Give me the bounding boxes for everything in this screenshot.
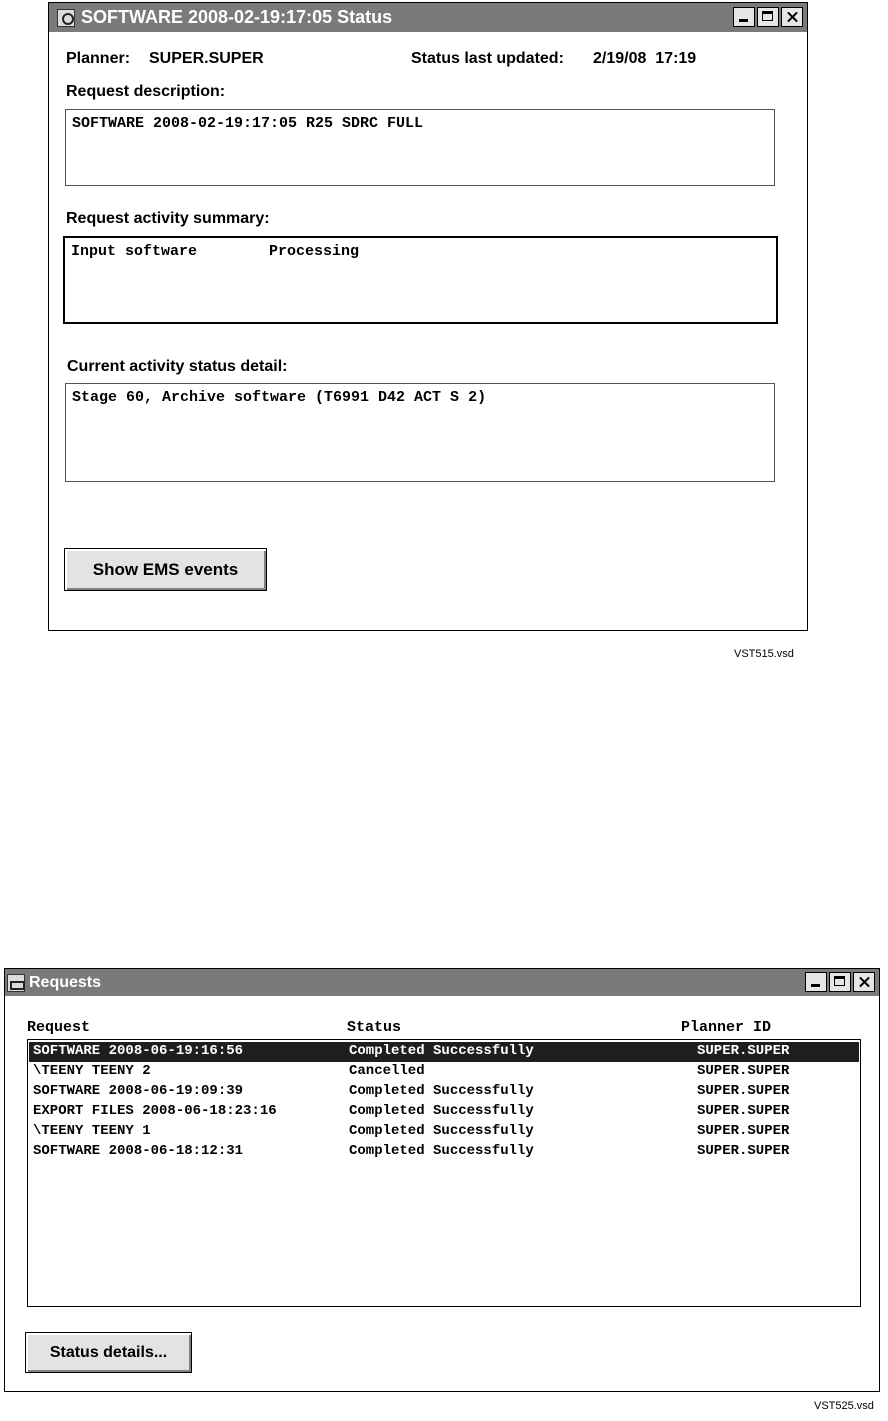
- status-detail-field[interactable]: Stage 60, Archive software (T6991 D42 ACT S 2): [65, 383, 775, 482]
- status-window-titlebar[interactable]: [49, 3, 807, 32]
- request-cell: \TEENY TEENY 2: [33, 1063, 151, 1079]
- request-cell: SOFTWARE 2008-06-19:16:56: [33, 1043, 244, 1059]
- requests-window: [4, 968, 880, 1392]
- maximize-icon[interactable]: [829, 972, 851, 992]
- status-updated-value: 2/19/08 17:19: [593, 50, 697, 67]
- activity-summary-label: Request activity summary:: [66, 210, 270, 227]
- requests-figure-caption: VST525.vsd: [814, 1400, 874, 1412]
- request-cell: SOFTWARE 2008-06-19:09:39: [33, 1083, 244, 1099]
- planner-label: Planner:: [66, 50, 131, 67]
- planner-value: SUPER.SUPER: [149, 50, 264, 67]
- requests-window-titlebar[interactable]: [5, 969, 879, 996]
- table-row[interactable]: [29, 1062, 859, 1082]
- status-updated-label: Status last updated:: [411, 50, 564, 67]
- app-icon: [7, 974, 25, 992]
- planner-cell: SUPER.SUPER: [697, 1063, 790, 1079]
- status-cell: Completed Successfully: [349, 1143, 534, 1159]
- table-row[interactable]: [29, 1082, 859, 1102]
- request-description-label: Request description:: [66, 83, 226, 100]
- request-cell: \TEENY TEENY 1: [33, 1123, 151, 1139]
- requests-list[interactable]: [27, 1039, 861, 1307]
- minimize-icon[interactable]: [805, 972, 827, 992]
- requests-window-controls: [805, 972, 875, 992]
- status-cell: Completed Successfully: [349, 1083, 534, 1099]
- planner-cell: SUPER.SUPER: [697, 1123, 790, 1139]
- status-cell: Completed Successfully: [349, 1043, 534, 1059]
- request-cell: EXPORT FILES 2008-06-18:23:16: [33, 1103, 277, 1119]
- status-cell: Completed Successfully: [349, 1123, 534, 1139]
- close-icon[interactable]: [853, 972, 875, 992]
- planner-cell: SUPER.SUPER: [697, 1143, 790, 1159]
- requests-window-title: Requests: [29, 973, 102, 991]
- status-window: [48, 2, 808, 631]
- status-detail-label: Current activity status detail:: [67, 358, 288, 375]
- table-row[interactable]: [29, 1122, 859, 1142]
- planner-cell: SUPER.SUPER: [697, 1083, 790, 1099]
- column-header-status[interactable]: Status: [347, 1019, 402, 1036]
- close-icon[interactable]: [781, 7, 803, 27]
- status-cell: Completed Successfully: [349, 1103, 534, 1119]
- status-details-button[interactable]: Status details...: [25, 1332, 192, 1373]
- show-ems-events-button[interactable]: Show EMS events: [64, 548, 267, 591]
- minimize-icon[interactable]: [733, 7, 755, 27]
- activity-summary-field[interactable]: Input software Processing: [63, 236, 778, 324]
- column-header-request[interactable]: Request: [27, 1019, 91, 1036]
- request-cell: SOFTWARE 2008-06-18:12:31: [33, 1143, 244, 1159]
- status-window-title: SOFTWARE 2008-02-19:17:05 Status: [81, 7, 393, 27]
- maximize-icon[interactable]: [757, 7, 779, 27]
- planner-cell: SUPER.SUPER: [697, 1043, 790, 1059]
- request-description-field[interactable]: SOFTWARE 2008-02-19:17:05 R25 SDRC FULL: [65, 109, 775, 186]
- table-row[interactable]: [29, 1042, 859, 1062]
- planner-cell: SUPER.SUPER: [697, 1103, 790, 1119]
- status-window-controls: [733, 7, 803, 27]
- app-icon: [57, 9, 75, 27]
- table-row[interactable]: [29, 1102, 859, 1122]
- status-cell: Cancelled: [349, 1063, 425, 1079]
- status-figure-caption: VST515.vsd: [734, 648, 794, 660]
- table-row[interactable]: [29, 1142, 859, 1162]
- column-header-planner-id[interactable]: Planner ID: [681, 1019, 772, 1036]
